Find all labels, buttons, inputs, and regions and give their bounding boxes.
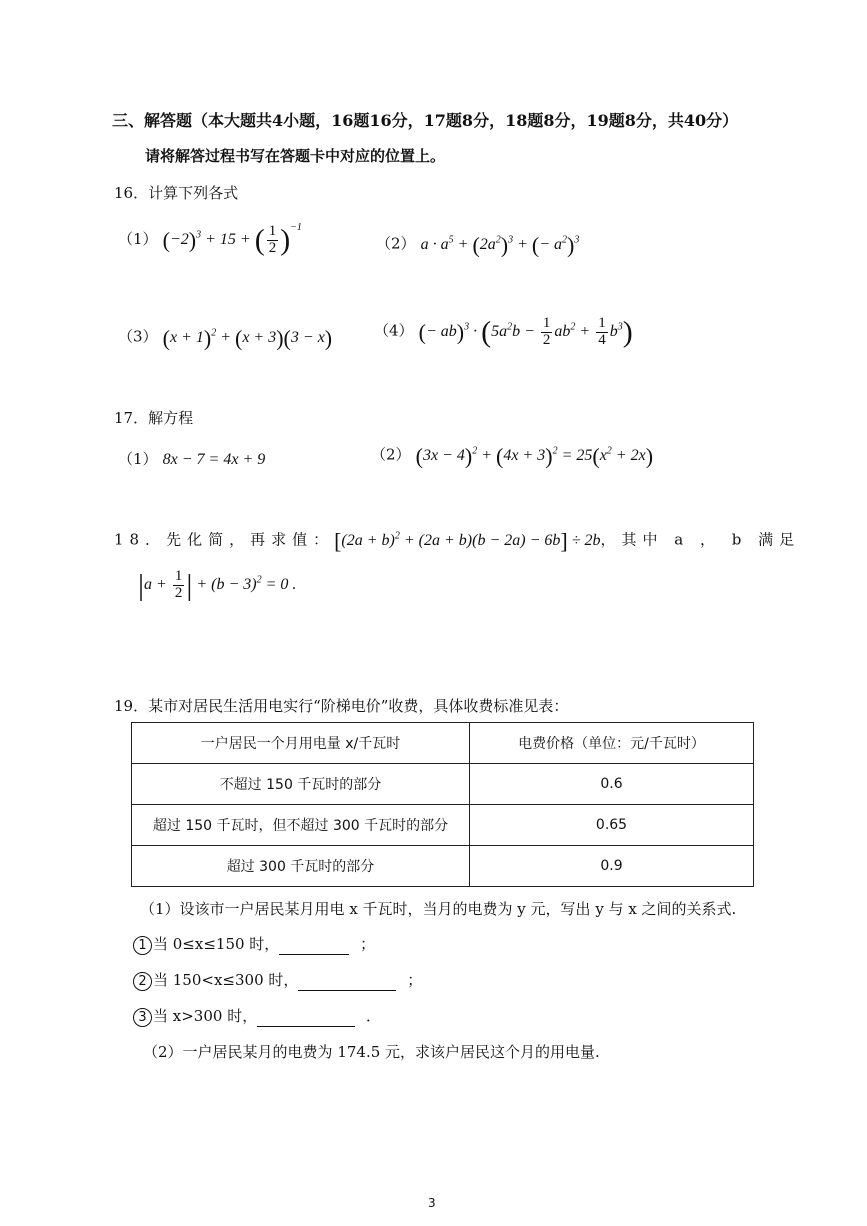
table-cell: 0.6 [470, 764, 754, 805]
q19-case2-end: ； [407, 971, 423, 989]
q19-case1-text: 当 0≤x≤150 时， [153, 935, 280, 953]
table-cell: 超过 300 千瓦时的部分 [132, 846, 470, 887]
q17-p2-expr: $(3x - 4)^2 + (4x + 3)^2 = 25(x^2 + 2x)$ [415, 443, 654, 468]
q17-part1 [118, 448, 265, 469]
q19-part1: （1）设该市一户居民某月用电 x 千瓦时，当月的电费为 y 元，写出 y 与 x 之间的关系式. [140, 900, 737, 918]
q18-expr: $[(2a + b)^2 + (2a + b)(b - 2a) - 6b] \div 2b$ [334, 528, 601, 553]
q16-p3-expr: $(x + 1)^2 + (x + 3)(3 - x)$ [162, 325, 333, 350]
q16-p4-label: （4） [374, 321, 414, 340]
answer-blank[interactable] [298, 976, 396, 991]
q19-case3 [133, 1005, 381, 1027]
q17-p1-label: （1） [118, 450, 158, 468]
q16-p2-label: （2） [376, 234, 416, 253]
q16-part3 [118, 325, 332, 351]
q18-line1 [114, 528, 800, 554]
table-header-row [132, 723, 754, 764]
q18-lead: 18．先化简，再求值： [114, 530, 335, 549]
table-cell: 超过 150 千瓦时，但不超过 300 千瓦时的部分 [132, 805, 470, 846]
answer-blank[interactable] [279, 940, 349, 955]
q19-case2 [133, 969, 422, 991]
q18-tail: ，其中 a ， b 满足 [600, 530, 801, 549]
price-table [131, 722, 754, 887]
q19-case3-end: ． [365, 1007, 381, 1025]
q17-part2 [371, 443, 653, 469]
table-cell: 不超过 150 千瓦时的部分 [132, 764, 470, 805]
q16-p3-label: （3） [118, 327, 158, 346]
q16-p1-label: （1） [118, 230, 158, 248]
q16-part4 [374, 315, 633, 349]
circled-1-icon: 1 [133, 936, 152, 955]
q19-case1-end: ； [360, 935, 376, 953]
q19-case1 [133, 933, 375, 955]
q17-p1-expr: 8x − 7 = 4x + 9 [162, 451, 266, 468]
q16-p2-expr: $a \cdot a^5 + (2a^2)^3$ + (− $a^2)^3$ [420, 232, 580, 257]
table-header-cell: 电费价格（单位：元/千瓦时） [470, 723, 754, 764]
q18-condition [138, 568, 296, 602]
table-cell: 0.65 [470, 805, 754, 846]
q17-title: 17．解方程 [114, 409, 194, 427]
q16-part1 [118, 222, 302, 257]
table-row [132, 764, 754, 805]
q19-case2-text: 当 150<x≤300 时， [153, 971, 299, 989]
answer-blank[interactable] [257, 1012, 355, 1027]
table-row [132, 846, 754, 887]
q16-part2 [376, 232, 579, 258]
table-header-cell: 一户居民一个月用电量 x/千瓦时 [132, 723, 470, 764]
table-row [132, 805, 754, 846]
q16-p1-expr: $(-2)^3 + 15$ + ( $\frac{1}{2}$ )$^{-1}$ [162, 222, 302, 257]
circled-3-icon: 3 [133, 1008, 152, 1027]
q19-title: 19．某市对居民生活用电实行“阶梯电价”收费，具体收费标准见表： [114, 697, 569, 715]
page-number: 3 [428, 1196, 436, 1210]
circled-2-icon: 2 [133, 972, 152, 991]
section-title: 三、解答题（本大题共4小题，16题16分，17题8分，18题8分，19题8分，共40分） [112, 111, 739, 130]
q17-p2-label: （2） [371, 445, 411, 464]
q16-p4-expr: (− $ab)^3 \cdot (5a^2b$ − $\frac{1}{2}$ $ab^2$ + $\frac{1}{4}$ $b^3$) [418, 314, 633, 348]
q19-part2: （2）一户居民某月的电费为 174.5 元，求该户居民这个月的用电量. [143, 1043, 600, 1061]
table-cell: 0.9 [470, 846, 754, 887]
q18-condition-expr: |a + $\frac{1}{2}$ | + $(b - 3)^2 = 0$ . [138, 567, 297, 601]
q16-title: 16．计算下列各式 [114, 184, 239, 202]
q19-case3-text: 当 x>300 时， [153, 1007, 258, 1025]
section-instruction: 请将解答过程书写在答题卡中对应的位置上。 [145, 147, 446, 165]
